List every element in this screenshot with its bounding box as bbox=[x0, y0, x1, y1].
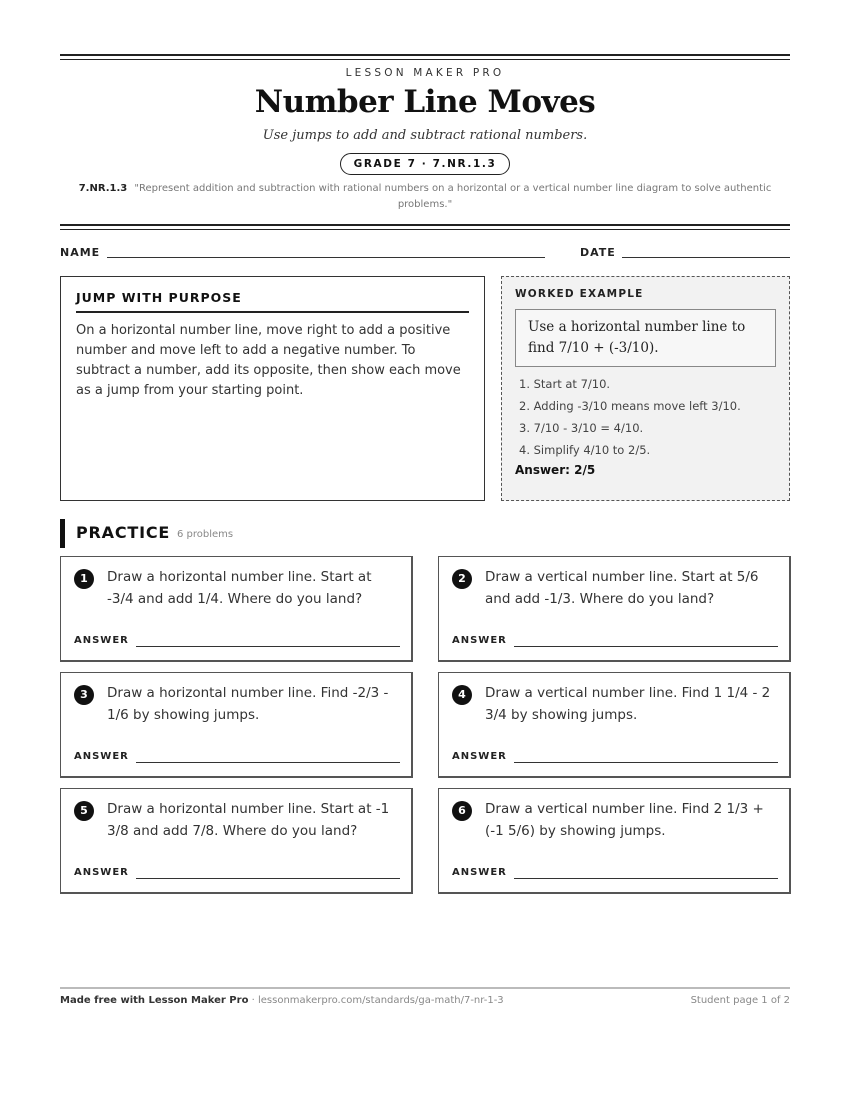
footer-made-with: Made free with Lesson Maker Pro bbox=[60, 995, 249, 1006]
problem-number: 3 bbox=[74, 685, 94, 705]
practice-title: PRACTICE bbox=[76, 523, 171, 542]
grade-badge: GRADE 7 · 7.NR.1.3 bbox=[340, 153, 511, 175]
problem-card-3 bbox=[60, 672, 413, 778]
footer-credit bbox=[60, 995, 504, 1006]
page-title: Number Line Moves bbox=[254, 84, 596, 120]
problem-text: Draw a horizontal number line. Start at -3/4 and add 1/4. Where do you land? bbox=[107, 569, 372, 607]
answer-field[interactable] bbox=[136, 646, 400, 647]
page-subtitle: Use jumps to add and subtract rational numbers. bbox=[262, 128, 588, 143]
worked-step: 1. Start at 7/10. bbox=[519, 377, 611, 391]
problem-number: 1 bbox=[74, 569, 94, 589]
answer-label: ANSWER bbox=[452, 635, 507, 646]
header-top-rule bbox=[60, 54, 790, 60]
answer-label: ANSWER bbox=[74, 635, 129, 646]
worked-step: 3. 7/10 - 3/10 = 4/10. bbox=[519, 421, 644, 435]
problem-text: Draw a vertical number line. Find 1 1/4 - 2 3/4 by showing jumps. bbox=[485, 685, 771, 723]
answer-field[interactable] bbox=[136, 762, 400, 763]
date-label: DATE bbox=[580, 246, 616, 259]
name-field[interactable] bbox=[107, 257, 545, 258]
problem-card-5 bbox=[60, 788, 413, 894]
problem-text: Draw a vertical number line. Find 2 1/3 + (-1 5/6) by showing jumps. bbox=[485, 801, 764, 839]
worked-step: 4. Simplify 4/10 to 2/5. bbox=[519, 443, 651, 457]
problem-card-4 bbox=[438, 672, 791, 778]
standard-code: 7.NR.1.3 bbox=[78, 183, 128, 194]
problem-number: 6 bbox=[452, 801, 472, 821]
answer-label: ANSWER bbox=[452, 751, 507, 762]
answer-field[interactable] bbox=[136, 878, 400, 879]
answer-field[interactable] bbox=[514, 878, 778, 879]
worksheet-page bbox=[60, 0, 790, 1100]
practice-accent-bar bbox=[60, 519, 65, 548]
worked-example-steps bbox=[515, 373, 776, 461]
problem-text: Draw a vertical number line. Start at 5/6 and add -1/3. Where do you land? bbox=[485, 569, 759, 607]
intro-body: On a horizontal number line, move right to add a positive number and move left to add a negative number. To subtract a number, add its opposite, then show each move as a jump from your starting point. bbox=[76, 323, 461, 398]
brand-name: LESSON MAKER PRO bbox=[345, 67, 505, 79]
practice-count: 6 problems bbox=[177, 529, 234, 540]
standard-description bbox=[70, 181, 780, 213]
problem-number: 2 bbox=[452, 569, 472, 589]
header-bottom-rule bbox=[60, 224, 790, 230]
answer-label: ANSWER bbox=[74, 751, 129, 762]
worked-example-answer: Answer: 2/5 bbox=[515, 463, 596, 477]
date-field[interactable] bbox=[622, 257, 790, 258]
intro-box bbox=[60, 276, 485, 501]
name-label: NAME bbox=[60, 246, 101, 259]
answer-label: ANSWER bbox=[74, 867, 129, 878]
problem-text: Draw a horizontal number line. Start at -1 3/8 and add 7/8. Where do you land? bbox=[107, 801, 390, 839]
problem-text: Draw a horizontal number line. Find -2/3 - 1/6 by showing jumps. bbox=[107, 685, 389, 723]
answer-label: ANSWER bbox=[452, 867, 507, 878]
footer-rule bbox=[60, 987, 790, 989]
problem-card-1 bbox=[60, 556, 413, 662]
intro-title: JUMP WITH PURPOSE bbox=[76, 290, 469, 313]
grade-badge-wrap bbox=[60, 152, 790, 175]
footer-page-number: Student page 1 of 2 bbox=[690, 995, 790, 1006]
answer-field[interactable] bbox=[514, 646, 778, 647]
problem-number: 5 bbox=[74, 801, 94, 821]
worked-example-problem: Use a horizontal number line to find 7/10 + (-3/10). bbox=[515, 309, 776, 367]
problem-card-6 bbox=[438, 788, 791, 894]
worked-example-box bbox=[501, 276, 790, 501]
answer-field[interactable] bbox=[514, 762, 778, 763]
worked-example-label: WORKED EXAMPLE bbox=[515, 288, 644, 300]
worked-step: 2. Adding -3/10 means move left 3/10. bbox=[519, 399, 741, 413]
problem-number: 4 bbox=[452, 685, 472, 705]
problem-card-2 bbox=[438, 556, 791, 662]
standard-text: "Represent addition and subtraction with rational numbers on a horizontal or a vertical number line diagram to solve authentic problems." bbox=[134, 183, 772, 210]
footer-url: · lessonmakerpro.com/standards/ga-math/7-nr-1-3 bbox=[248, 995, 504, 1006]
